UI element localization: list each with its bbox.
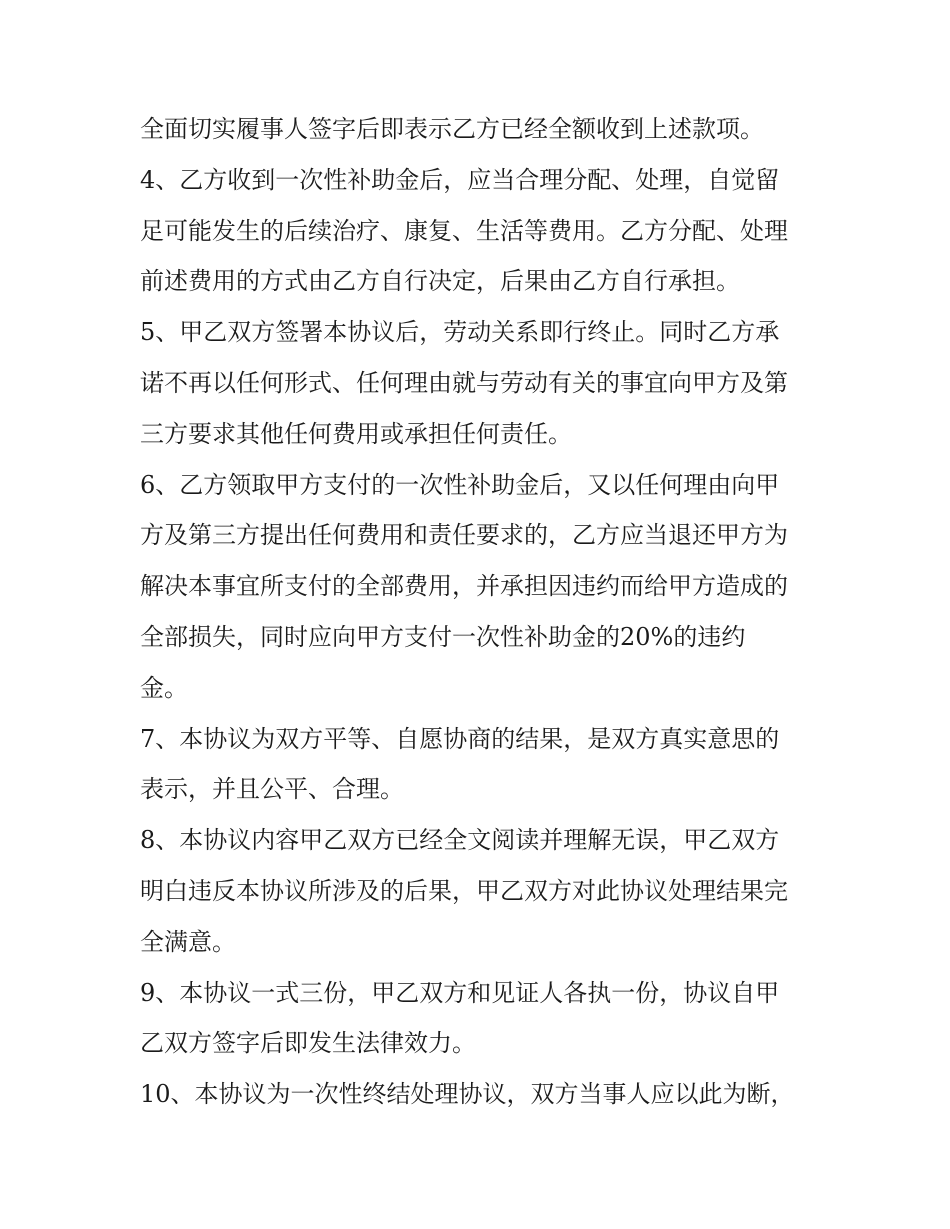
text-line: 前述费用的方式由乙方自行决定，后果由乙方自行承担。 (140, 267, 740, 296)
text-line: 10、本协议为一次性终结处理协议，双方当事人应以此为断， (140, 1080, 795, 1109)
text-line: 明白违反本协议所涉及的后果，甲乙双方对此协议处理结果完 (140, 876, 788, 905)
text-line: 表示，并且公平、合理。 (140, 775, 404, 804)
text-line: 全满意。 (140, 927, 236, 956)
text-line: 9、本协议一式三份，甲乙双方和见证人各执一份，协议自甲 (140, 978, 780, 1007)
text-line: 6、乙方领取甲方支付的一次性补助金后，又以任何理由向甲 (140, 470, 780, 499)
text-line: 4、乙方收到一次性补助金后，应当合理分配、处理，自觉留 (140, 165, 780, 194)
text-line: 诺不再以任何形式、任何理由就与劳动有关的事宜向甲方及第 (140, 368, 788, 397)
text-line: 5、甲乙双方签署本协议后，劳动关系即行终止。同时乙方承 (140, 318, 780, 347)
text-line: 解决本事宜所支付的全部费用，并承担因违约而给甲方造成的 (140, 572, 788, 601)
text-line: 全面切实履事人签字后即表示乙方已经全额收到上述款项。 (140, 115, 764, 143)
document-body (140, 104, 820, 1120)
text-line: 三方要求其他任何费用或承担任何责任。 (140, 419, 572, 448)
text-line: 8、本协议内容甲乙双方已经全文阅读并理解无误，甲乙双方 (140, 826, 780, 855)
text-line: 7、本协议为双方平等、自愿协商的结果，是双方真实意思的 (140, 724, 780, 753)
text-line: 足可能发生的后续治疗、康复、生活等费用。乙方分配、处理 (140, 216, 788, 245)
text-line: 全部损失，同时应向甲方支付一次性补助金的20%的违约 (140, 622, 746, 651)
text-line: 金。 (140, 673, 188, 702)
text-line: 乙双方签字后即发生法律效力。 (140, 1029, 476, 1058)
text-line: 方及第三方提出任何费用和责任要求的，乙方应当退还甲方为 (140, 521, 788, 550)
